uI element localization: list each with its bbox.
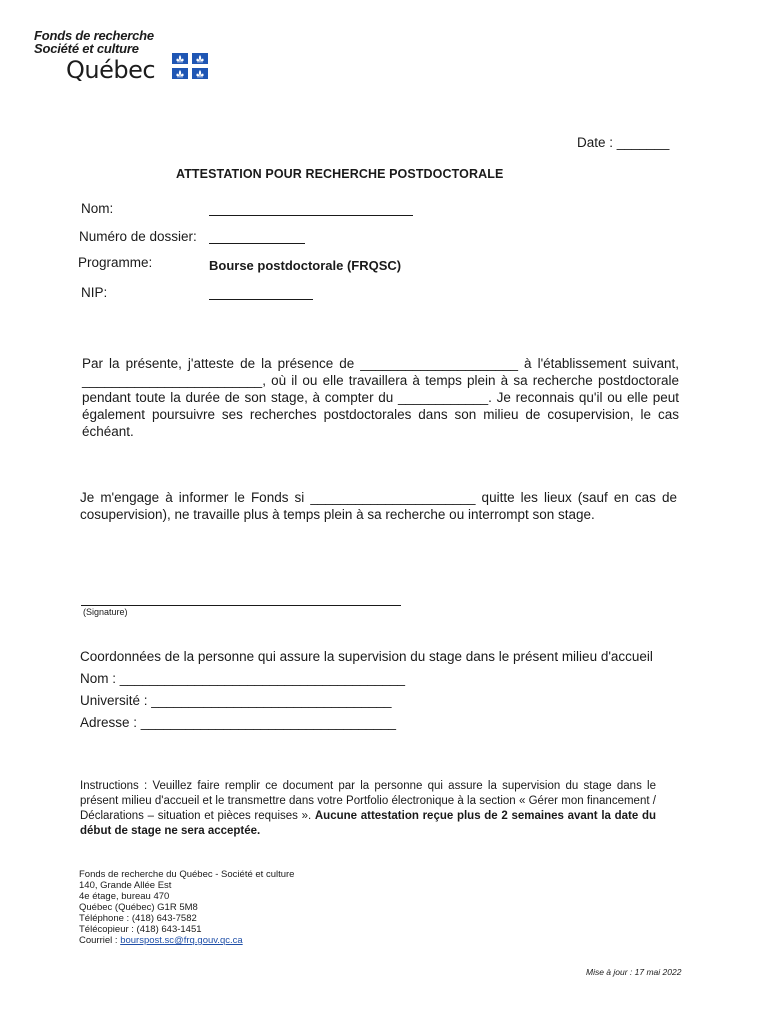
logo-line-1: Fonds de recherche: [34, 28, 154, 43]
signature-label: (Signature): [83, 607, 128, 617]
engagement-paragraph: Je m'engage à informer le Fonds si ______________________ quitte les lieux (sauf en cas de cosupervision), ne travaille plus à temps plein à sa recherche ou interrompt son stage.: [80, 490, 677, 522]
signature-line[interactable]: [81, 605, 401, 606]
programme-label: Programme:: [78, 255, 153, 270]
footer-addr2: 4e étage, bureau 470: [79, 891, 170, 902]
attestation-paragraph: Par la présente, j'atteste de la présence de _____________________ à l'établissement suivant, ________________________, où il ou elle travaillera à temps plein à sa recherche postdoctorale pendant toute la durée de son stage, à compter du ____________. Je reconnais qu'il ou elle peut également poursuivre ses recherches postdoctorales dans son milieu de cosupervision, le cas échéant.: [82, 356, 679, 439]
dossier-label: Numéro de dossier:: [79, 229, 197, 244]
instructions-text: Instructions : Veuillez faire remplir ce document par la personne qui assure la supervision du stage dans le présent milieu d'accueil et le transmettre dans votre Portfolio électronique à la section « Gérer mon financement / Déclarations – situation et pièces requises ».: [80, 780, 656, 822]
footer-email-label: Courriel :: [79, 935, 121, 946]
instructions-block: [80, 779, 656, 839]
footer-phone: Téléphone : (418) 643-7582: [79, 913, 197, 924]
supervisor-nom-field[interactable]: Nom : ______________________________________: [80, 671, 406, 686]
programme-value: Bourse postdoctorale (FRQSC): [209, 258, 402, 273]
nip-input-line[interactable]: [209, 285, 313, 300]
supervisor-universite-field[interactable]: Université : ________________________________: [80, 693, 392, 708]
fleur-de-lis-flag-icon: [172, 53, 208, 79]
footer-email-link[interactable]: bourspost.sc@frq.gouv.qc.ca: [120, 935, 243, 946]
footer-email-row: [79, 935, 294, 946]
nom-label: Nom:: [81, 201, 114, 216]
footer-fax: Télécopieur : (418) 643-1451: [79, 924, 202, 935]
supervisor-heading: Coordonnées de la personne qui assure la supervision du stage dans le présent milieu d'accueil: [80, 649, 653, 664]
date-field[interactable]: Date : _______: [577, 135, 670, 150]
page-title: ATTESTATION POUR RECHERCHE POSTDOCTORALE: [176, 167, 504, 181]
nip-label: NIP:: [81, 285, 108, 300]
logo-quebec-word: Québec: [66, 56, 156, 84]
supervisor-adresse-field[interactable]: Adresse : __________________________________: [80, 715, 397, 730]
logo-line-2: Société et culture: [34, 41, 139, 56]
footer-org: Fonds de recherche du Québec - Société et culture: [79, 869, 295, 880]
footer-address: [79, 869, 294, 946]
update-date: Mise à jour : 17 mai 2022: [586, 967, 682, 977]
instructions-warning: Aucune attestation reçue plus de 2 semaines avant la date du début de stage ne sera acceptée.: [80, 810, 656, 837]
footer-city: Québec (Québec) G1R 5M8: [79, 902, 198, 913]
nom-input-line[interactable]: [209, 201, 413, 216]
footer-addr1: 140, Grande Allée Est: [79, 880, 172, 891]
dossier-input-line[interactable]: [209, 229, 305, 244]
